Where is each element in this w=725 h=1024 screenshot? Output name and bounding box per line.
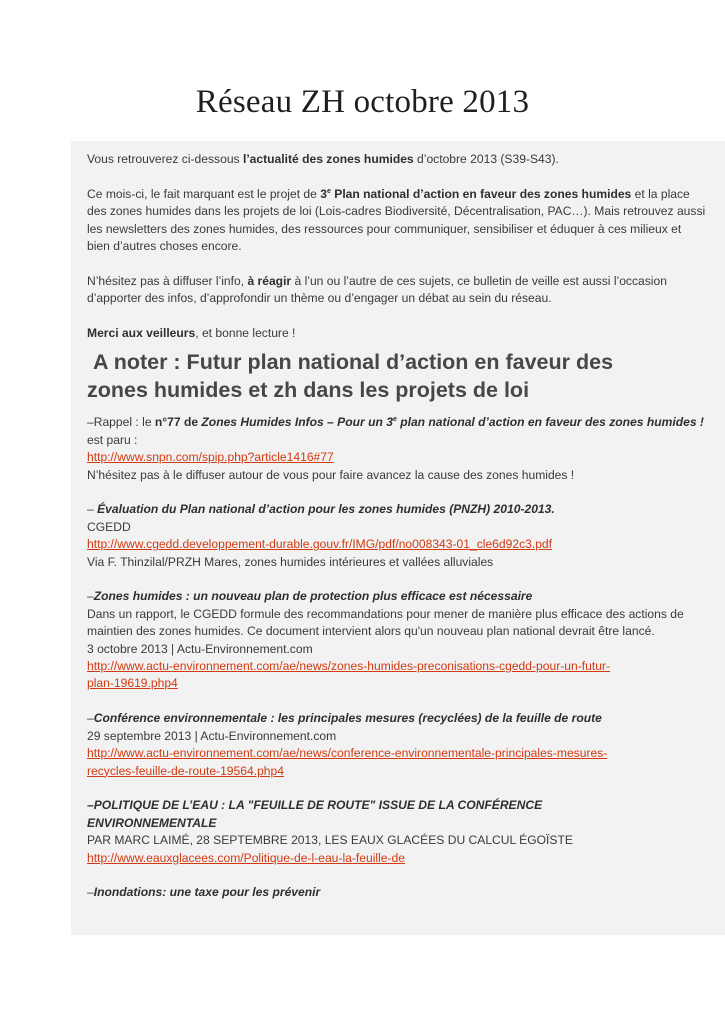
- intro-text: et la place des zones humides dans les projets de loi (Lois-cadres Biodiversité, Décentralisation, PAC…). Mais retrouvez aussi les newsletters des zones humides, des ressources pour communiquer, sensibiliser et éduquer à ces milieux et bien d’autres choses encore.: [87, 186, 706, 254]
- news-item-title: –Conférence environnementale : les principales mesures (recyclées) de la feuille de route: [87, 711, 602, 726]
- section-heading-line: A noter : Futur plan national d’action en faveur des: [93, 350, 614, 375]
- news-item-byline: PAR MARC LAIMÉ, 28 SEPTEMBRE 2013, LES EAUX GLACÉES DU CALCUL ÉGOÏSTE: [87, 833, 573, 848]
- news-item-date: 29 septembre 2013 | Actu-Environnement.com: [87, 728, 337, 743]
- article-link[interactable]: http://www.actu-environnement.com/ae/news/conference-environnementale-principales-mesures- recycles-feuille-de-route-19564.php4: [87, 746, 608, 778]
- news-item-title: –Zones humides : un nouveau plan de protection plus efficace est nécessaire: [87, 589, 533, 604]
- intro-paragraph-3: [87, 273, 707, 308]
- intro-text: Ce mois-ci, le fait marquant est le projet de: [87, 186, 321, 201]
- intro-paragraph-2: [87, 186, 707, 256]
- news-item-date: 3 octobre 2013 | Actu-Environnement.com: [87, 641, 313, 656]
- article-link[interactable]: http://www.actu-environnement.com/ae/news/zones-humides-preconisations-cgedd-pour-un-futur- plan-19619.php4: [87, 659, 610, 691]
- intro-text: Vous retrouverez ci-dessous: [87, 152, 243, 166]
- intro-highlight: Merci aux veilleurs: [87, 326, 196, 341]
- news-item-title: –POLITIQUE DE L’EAU : LA "FEUILLE DE ROUTE" ISSUE DE LA CONFÉRENCE ENVIRONNEMENTALE: [87, 798, 543, 830]
- article-link[interactable]: http://www.snpn.com/spip.php?article1416#77: [87, 450, 334, 465]
- news-item-body: Dans un rapport, le CGEDD formule des recommandations pour mener de manière plus efficace des actions de maintien des zones humides. Ce document intervient alors qu'un nouveau plan national devrait être lancé.: [87, 606, 684, 639]
- intro-text: d’octobre 2013 (S39-S43).: [413, 152, 559, 166]
- article-link[interactable]: http://www.cgedd.developpement-durable.gouv.fr/IMG/pdf/no008343-01_cle6d92c3.pdf: [87, 537, 553, 552]
- intro-text: N’hésitez pas à diffuser l’info,: [87, 273, 248, 288]
- news-item-via: Via F. Thinzilal/PRZH Mares, zones humides intérieures et vallées alluviales: [87, 554, 494, 569]
- news-item-note: N’hésitez pas à le diffuser autour de vous pour faire avancez la cause des zones humides !: [87, 467, 575, 482]
- news-item-title: – Évaluation du Plan national d’action pour les zones humides (PNZH) 2010-2013.: [87, 502, 555, 517]
- intro-text: , et bonne lecture !: [195, 326, 296, 341]
- intro-text: à l’un ou l’autre de ces sujets, ce bulletin de veille est aussi l’occasion d’apporter des infos, d’approfondir un thème ou d’engager un débat au sein du réseau.: [87, 273, 667, 306]
- section-heading-line: zones humides et zh dans les projets de loi: [87, 378, 530, 403]
- news-item-rappel: –Rappel : le n°77 de Zones Humides Infos – Pour un 3e plan national d’action en faveur des zones humides ! est paru :: [87, 415, 704, 447]
- article-link[interactable]: http://www.eauxglacees.com/Politique-de-l-eau-la-feuille-de: [87, 850, 405, 865]
- intro-paragraph-4: [87, 325, 707, 342]
- section-heading: [87, 342, 707, 414]
- intro-highlight: l’actualité des zones humides: [242, 152, 414, 166]
- news-item-title: –Inondations: une taxe pour les prévenir: [87, 885, 321, 900]
- intro-paragraph-1: [87, 151, 707, 168]
- page-title: Réseau ZH octobre 2013: [195, 84, 530, 120]
- news-item-source: CGEDD: [87, 519, 131, 534]
- intro-highlight: 3e Plan national d’action en faveur des zones humides: [320, 186, 632, 201]
- intro-highlight: à réagir: [247, 273, 292, 288]
- newsletter-content: [71, 141, 725, 935]
